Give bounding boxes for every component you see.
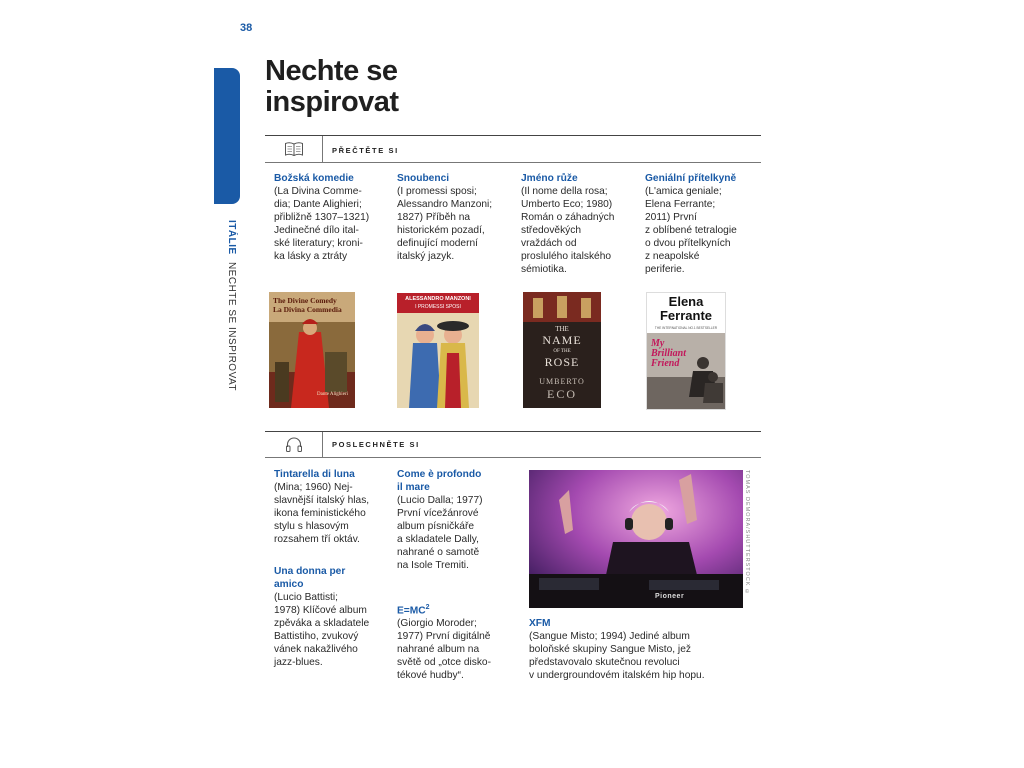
cover-title-line: The Divine Comedy bbox=[273, 296, 337, 305]
listen-heading: POSLECHNĚTE SI bbox=[332, 440, 420, 449]
cover-author-line: ECO bbox=[547, 387, 577, 401]
listen-bottom-rule bbox=[265, 457, 761, 458]
cover-title-line: Friend bbox=[651, 358, 680, 369]
album-title: Tintarella di luna bbox=[274, 469, 355, 480]
photo-credit: TOMAS DEMORA/SHUTTERSTOCK © bbox=[744, 470, 750, 597]
listen-divider bbox=[322, 432, 323, 457]
read-top-rule bbox=[265, 135, 761, 136]
title-line-1: Nechte se bbox=[265, 55, 398, 87]
cover-title-line: THE bbox=[555, 325, 569, 333]
album-item: Tintarella di luna (Mina; 1960) Nej- slavnější italský hlas, ikona feministického stylu s hlasovým rozsahem tří oktáv. bbox=[274, 468, 392, 546]
album-item: XFM (Sangue Misto; 1994) Jediné album boloňské skupiny Sangue Misto, jež představovalo skutečnou revoluci v undergroundovém italském hip hopu. bbox=[529, 617, 759, 682]
title-line-2: inspirovat bbox=[265, 86, 399, 118]
book-item: Božská komedie (La Divina Comme- dia; Dante Alighieri; přibližně 1307–1321) Jedinečné dílo ital- ské literatury; kroni- ka lásky a ztráty bbox=[274, 172, 392, 263]
cover-title-line: NAME bbox=[542, 333, 582, 347]
read-bottom-rule bbox=[265, 162, 761, 163]
album-title: Una donna per bbox=[274, 566, 346, 577]
book-title: Snoubenci bbox=[397, 173, 450, 184]
page-number: 38 bbox=[240, 22, 253, 34]
book-item: Jméno růže (Il nome della rosa; Umberto Eco; 1980) Román o záhadných středověkých vraždách od proslulého italského sémiotika. bbox=[521, 172, 641, 276]
book-title: Božská komedie bbox=[274, 173, 354, 184]
album-title: Come è profondo bbox=[397, 469, 482, 480]
headphones-icon bbox=[285, 436, 303, 453]
side-tab bbox=[214, 68, 240, 204]
cover-title-line: La Divina Commedia bbox=[273, 305, 342, 314]
book-item: Snoubenci (I promessi sposi; Alessandro Manzoni; 1827) Příběh na historickém pozadí, definující moderní italský jazyk. bbox=[397, 172, 517, 263]
read-heading: PŘEČTĚTE SI bbox=[332, 146, 399, 155]
album-title: $E=MC^2$ bbox=[397, 604, 430, 617]
dj-photo bbox=[529, 470, 743, 608]
album-title: il mare bbox=[397, 482, 430, 493]
book-item: Geniální přítelkyně (L'amica geniale; Elena Ferrante; 2011) První z oblíbené tetralogie o dvou přítelkyních z neapolské periferie. bbox=[645, 172, 763, 276]
cover-title: I PROMESSI SPOSI bbox=[415, 304, 461, 310]
divine-comedy-cover bbox=[269, 292, 355, 408]
side-section: NECHTE SE INSPIROVAT bbox=[226, 261, 237, 392]
page-title bbox=[265, 56, 399, 118]
cover-title-line: Brilliant bbox=[651, 348, 687, 359]
mixer-brand: Pioneer bbox=[655, 593, 685, 600]
album-item: Una donna per amico (Lucio Battisti; 1978) Klíčové album zpěváka a skladatele Battistiho, zvukový vánek nakažlivého jazz-blues. bbox=[274, 565, 392, 669]
book-title: Jméno růže bbox=[521, 173, 578, 184]
cover-author: ALESSANDRO MANZONI bbox=[405, 296, 471, 302]
side-country: ITÁLIE bbox=[226, 220, 237, 255]
cover-title-line: My bbox=[651, 338, 665, 349]
side-chapter-label bbox=[226, 220, 237, 391]
name-of-the-rose-cover bbox=[523, 292, 601, 408]
cover-tagline: THE INTERNATIONAL NO.1 BESTSELLER bbox=[654, 326, 718, 330]
listen-top-rule bbox=[265, 431, 761, 432]
album-title: XFM bbox=[529, 618, 551, 629]
cover-author-line: UMBERTO bbox=[539, 377, 585, 386]
cover-title-line: ROSE bbox=[544, 355, 580, 369]
book-icon bbox=[284, 141, 304, 157]
album-item: $E=MC^2$ (Giorgio Moroder; 1977) První digitálně nahrané album na světě od „otce disko- tékové hudby“. bbox=[397, 601, 521, 682]
cover-title-line: OF THE bbox=[553, 349, 571, 354]
cover-author-line: Elena bbox=[668, 294, 704, 309]
cover-author-line: Ferrante bbox=[659, 308, 713, 323]
book-title: Geniální přítelkyně bbox=[645, 173, 737, 184]
album-item: Come è profondo il mare (Lucio Dalla; 1977) První vícežánrové album písničkáře a skladatele Dally, nahrané o samotě na Isole Tremiti. bbox=[397, 468, 521, 572]
album-title: amico bbox=[274, 579, 304, 590]
my-brilliant-friend-cover bbox=[646, 292, 726, 410]
read-divider bbox=[322, 136, 323, 162]
cover-caption: Dante Alighieri bbox=[317, 392, 348, 397]
promessi-sposi-cover bbox=[397, 293, 479, 408]
